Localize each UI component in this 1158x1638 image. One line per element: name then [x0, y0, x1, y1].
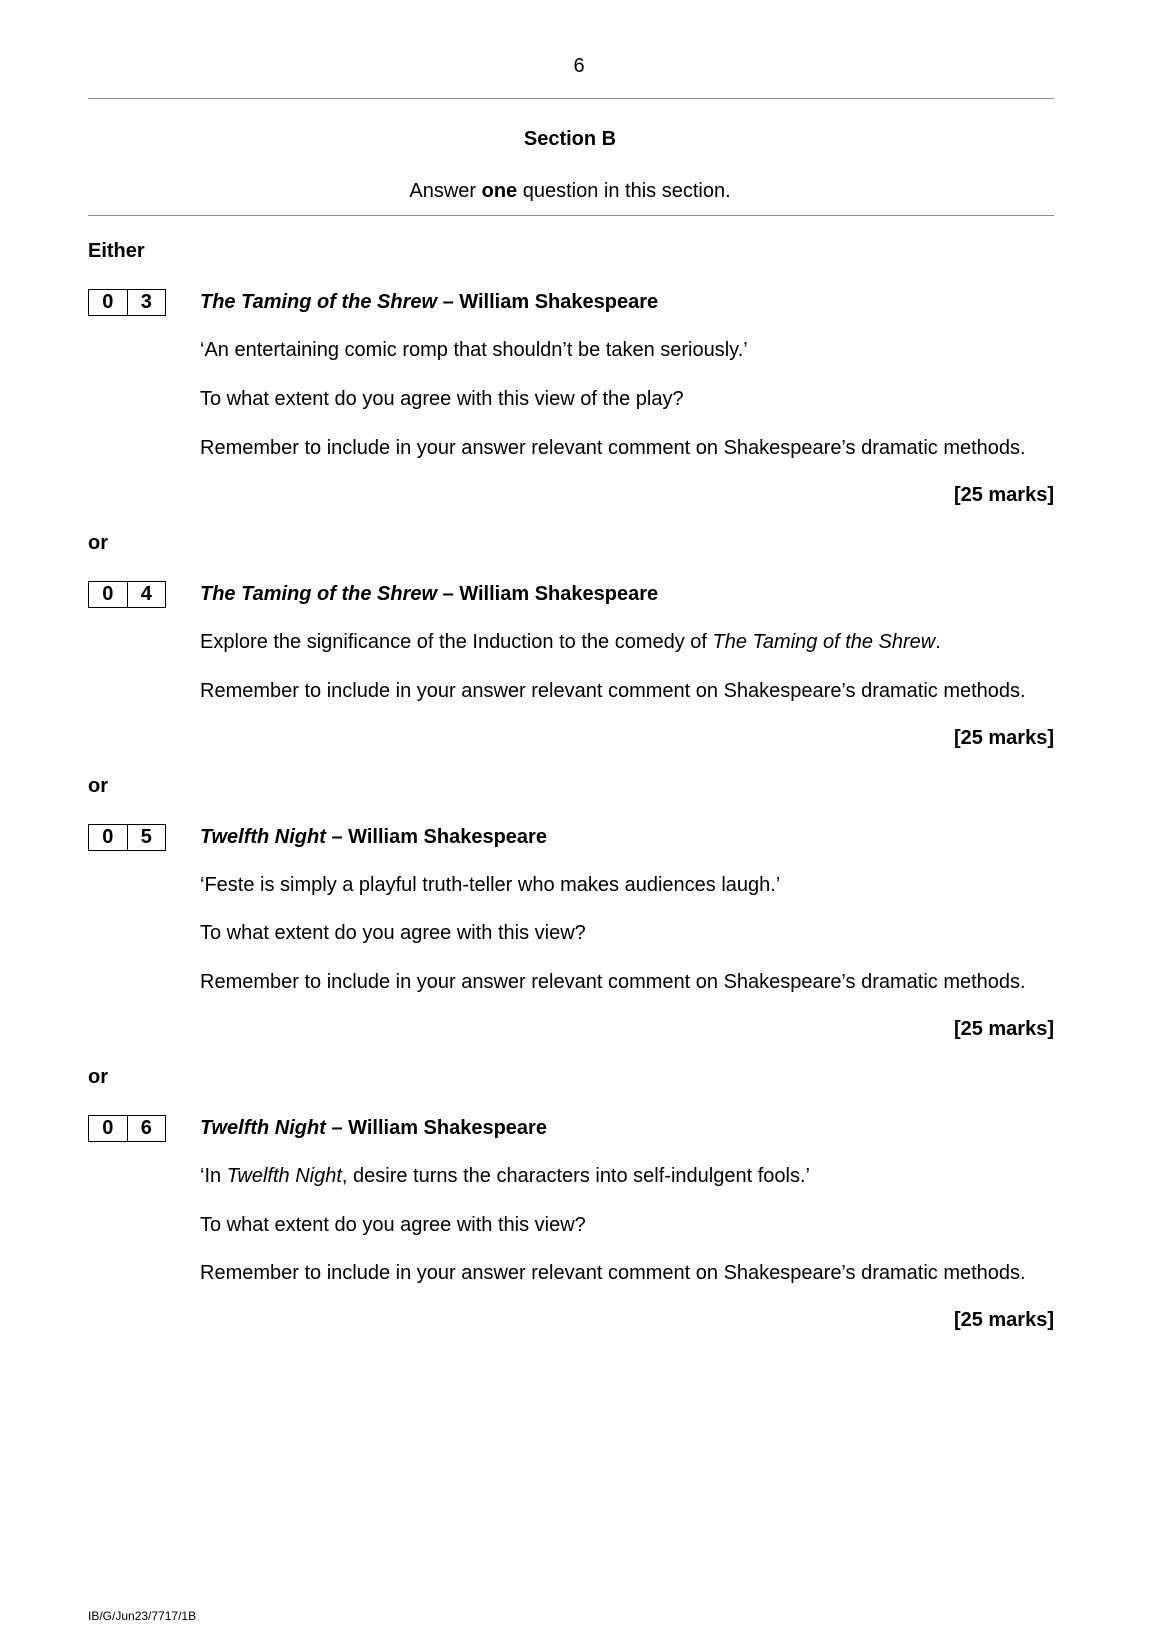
question-digit: 6: [140, 1117, 152, 1139]
section-instruction: Answer one question in this section.: [409, 180, 731, 202]
question-digit: 0: [89, 582, 128, 607]
question-marks: [25 marks]: [953, 1309, 1054, 1331]
top-divider: [88, 98, 1054, 99]
question-title: Twelfth Night – William Shakespeare: [200, 1117, 547, 1139]
either-label: Either: [88, 240, 145, 262]
question-reminder: Remember to include in your answer relevant comment on Shakespeare’s dramatic methods.: [200, 971, 1026, 993]
question-number-box: [88, 824, 166, 851]
question-title: Twelfth Night – William Shakespeare: [200, 826, 547, 848]
question-digit: 3: [140, 291, 152, 313]
question-digit: 0: [89, 290, 128, 315]
question-number-box: [88, 1115, 166, 1142]
question-prompt: Explore the significance of the Induction to the comedy of The Taming of the Shrew.: [200, 631, 941, 653]
or-label: or: [88, 775, 108, 797]
question-title: The Taming of the Shrew – William Shakespeare: [200, 291, 659, 313]
question-prompt: To what extent do you agree with this view?: [200, 922, 586, 944]
document-reference: IB/G/Jun23/7717/1B: [88, 1609, 197, 1623]
question-number-box: [88, 289, 166, 316]
or-label: or: [88, 532, 108, 554]
instruction-emphasis: one: [481, 180, 518, 202]
question-digit: 5: [140, 826, 152, 848]
question-quote: ‘Feste is simply a playful truth-teller who makes audiences laugh.’: [200, 874, 781, 896]
question-digit: 0: [89, 1116, 128, 1141]
question-marks: [25 marks]: [953, 727, 1054, 749]
question-digit: 4: [140, 583, 152, 605]
question-digit: 0: [89, 825, 128, 850]
question-marks: [25 marks]: [953, 484, 1054, 506]
question-quote: ‘An entertaining comic romp that shouldn’t be taken seriously.’: [200, 339, 748, 361]
question-prompt: To what extent do you agree with this view?: [200, 1214, 586, 1236]
page-number: 6: [573, 55, 585, 77]
section-title: Section B: [523, 128, 617, 150]
question-title: The Taming of the Shrew – William Shakespeare: [200, 583, 659, 605]
question-number-box: [88, 581, 166, 608]
question-quote: ‘In Twelfth Night, desire turns the characters into self-indulgent fools.’: [200, 1165, 810, 1187]
question-reminder: Remember to include in your answer relevant comment on Shakespeare’s dramatic methods.: [200, 680, 1026, 702]
question-reminder: Remember to include in your answer relevant comment on Shakespeare’s dramatic methods.: [200, 1262, 1026, 1284]
question-marks: [25 marks]: [953, 1018, 1054, 1040]
question-reminder: Remember to include in your answer relevant comment on Shakespeare’s dramatic methods.: [200, 437, 1026, 459]
question-prompt: To what extent do you agree with this view of the play?: [200, 388, 684, 410]
section-divider: [88, 215, 1054, 216]
or-label: or: [88, 1066, 108, 1088]
